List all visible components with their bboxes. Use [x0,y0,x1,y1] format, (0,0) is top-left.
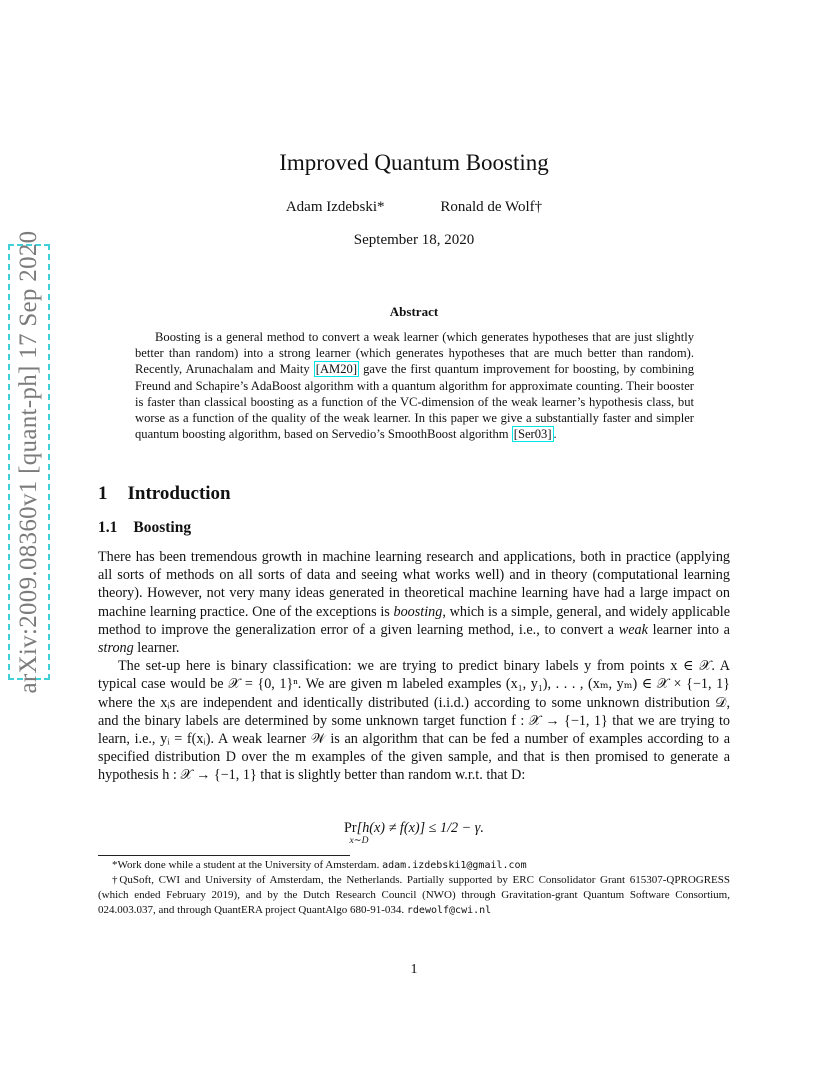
footnote-2-text: †QuSoft, CWI and University of Amsterdam, the Netherlands. Partially supported by ERC Consolidator Grant 615307-QPROGRESS (which ended February 2019), and by the Dutch Research Council (NWO) through Gravitation-grant Quantum Software Consortium, 024.003.037, and through QuantERA project QuantAlgo 680-91-034. [98,874,730,916]
abstract-part-2: gave the first quantum improvement for boosting, by combining Freund and Schapire’s AdaBoost algorithm with a quantum algorithm for approximate counting. Their booster is faster than classical boosting as a function of the VC-dimension of the weak learner’s hypothesis class, but worse as a function of the quality of the weak learner. In this paper we give a substantially faster and simpler quantum boosting algorithm, based on Servedio’s SmoothBoost algorithm [135,362,694,442]
section-title: Introduction [127,483,231,504]
author-de-wolf: Ronald de Wolf† [440,199,543,215]
emphasis-weak: weak [618,621,648,638]
paragraph-1 [98,548,730,657]
text-run: , which is a simple, general, and widely applicable method to improve the generalization error of a given learning method, i.e., to convert a [98,603,730,638]
footnote-1 [98,858,730,873]
abstract-part-1: Boosting is a general method to convert a weak learner (which generates hypotheses that are just slightly better than random) into a strong learner (which generates hypotheses that are much better than random). Recently, Arunachalam and Maity [135,330,694,377]
abstract-text [135,329,694,442]
author-izdebski: Adam Izdebski* [285,199,385,215]
paper-title: Improved Quantum Boosting [279,150,549,175]
paper-date: September 18, 2020 [353,232,475,248]
paragraph-2: The set-up here is binary classification: we are trying to predict binary labels y from points x ∈ 𝒳. A typical case would be 𝒳 = {0, 1}ⁿ. We are given m labeled examples (x₁, y₁), . . . , (xₘ, yₘ) ∈ 𝒳 × {−1, 1} where the xᵢs are independent and identically distributed (i.i.d.) according to some unknown distribution 𝒟, and the binary labels are determined by some unknown target function f : 𝒳 → {−1, 1} that we are trying to learn, i.e., yᵢ = f(xᵢ). A weak learner 𝒲 is an algorithm that can be fed a number of examples according to a specified distribution D over the m examples of the given sample, and that is then promised to generate a hypothesis h : 𝒳 → {−1, 1} that is slightly better than random w.r.t. that D: [98,658,730,784]
equation-body: [h(x) ≠ f(x)] ≤ 1/2 − γ. [356,820,484,836]
text-run: learner into a [647,621,730,638]
footnote-2-email: rdewolf@cwi.nl [406,905,492,916]
subsection-heading-boosting [98,519,191,537]
text-run: There has been tremendous growth in machine learning research and applications, both in practice (applying all sorts of methods on all sorts of data and seeing what works well) and in theory (computational learning theory). However, not very many ideas generated in theoretical machine learning have had a large impact on machine learning practice. One of the exceptions is [98,549,730,620]
subsection-title: Boosting [133,519,192,536]
arxiv-stamp-text: arXiv:2009.08360v1 [quant-ph] 17 Sep 2020 [15,230,42,694]
abstract-heading: Abstract [389,304,439,319]
abstract-part-3: . [553,427,557,442]
emphasis-boosting: boosting [393,603,443,620]
footnote-2 [98,873,730,918]
page-number: 1 [410,962,418,977]
footnote-1-email: adam.izdebski1@gmail.com [382,860,527,871]
body-text [98,548,730,785]
section-heading-introduction [98,483,231,505]
subsection-number: 1.1 [98,519,118,536]
footnotes [98,858,730,918]
section-number: 1 [98,483,108,504]
author-list [0,199,828,216]
display-equation [0,820,828,846]
emphasis-strong: strong [98,640,134,657]
equation-operator: Pr [344,820,357,836]
footnote-rule [98,855,350,856]
equation-subscript: x∼D [349,836,369,846]
footnote-1-text: *Work done while a student at the University of Amsterdam. [112,859,383,871]
text-run: learner. [133,640,180,657]
citation-ser03-link[interactable]: [Ser03] [513,427,552,442]
citation-am20-link[interactable]: [AM20] [315,362,358,377]
